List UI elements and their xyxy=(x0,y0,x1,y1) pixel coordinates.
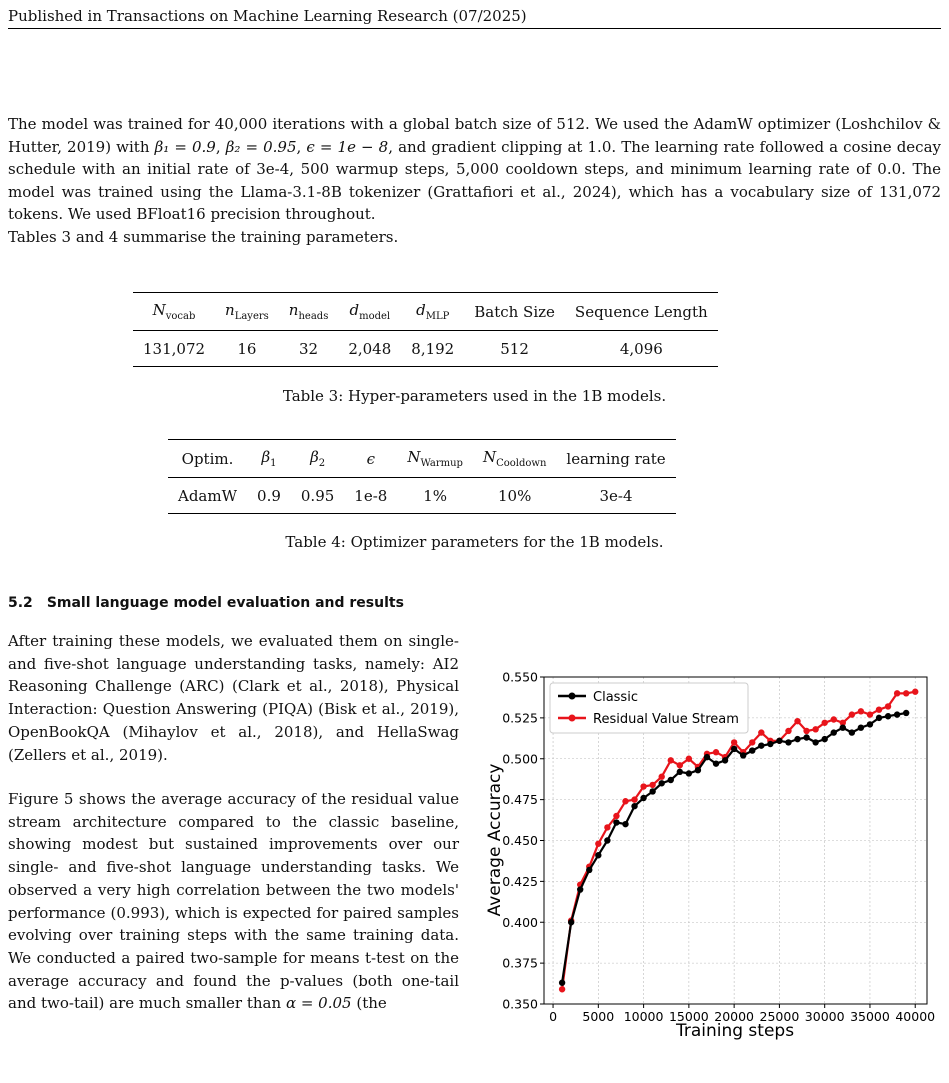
data-point-classic xyxy=(903,710,909,716)
t4-h-eps: ϵ xyxy=(366,449,376,468)
data-point-classic xyxy=(668,777,674,783)
data-point-rvs xyxy=(604,824,610,830)
data-point-classic xyxy=(731,746,737,752)
y-tick-label: 0.400 xyxy=(502,914,538,930)
running-header: Published in Transactions on Machine Learning Research (07/2025) xyxy=(8,6,941,29)
data-point-rvs xyxy=(713,749,719,755)
data-point-classic xyxy=(812,739,818,745)
data-point-rvs xyxy=(858,708,864,714)
data-point-classic xyxy=(858,724,864,730)
x-tick-label: 20000 xyxy=(714,1009,755,1024)
data-point-rvs xyxy=(640,783,646,789)
table-row xyxy=(168,478,676,514)
data-point-classic xyxy=(849,729,855,735)
data-point-rvs xyxy=(821,720,827,726)
t4-cell: 1% xyxy=(423,486,448,505)
data-point-classic xyxy=(559,980,565,986)
t4-cell: 0.9 xyxy=(257,486,281,505)
legend-classic-marker xyxy=(569,693,576,700)
alpha-eq: α = 0.05 xyxy=(285,994,352,1013)
t3-cell: 8,192 xyxy=(411,339,455,358)
y-tick-label: 0.525 xyxy=(502,710,538,726)
t4-h-beta2: $\beta_2$ xyxy=(310,448,326,469)
table-4-caption: Table 4: Optimizer parameters for the 1B models. xyxy=(285,533,664,551)
table-4 xyxy=(168,439,676,514)
data-point-classic xyxy=(631,803,637,809)
data-point-rvs xyxy=(686,756,692,762)
accuracy-chart xyxy=(478,664,940,1064)
data-point-rvs xyxy=(758,729,764,735)
t4-cell: 10% xyxy=(498,486,532,505)
x-tick-label: 35000 xyxy=(850,1009,890,1024)
t3-cell: 4,096 xyxy=(619,339,663,358)
t4-h-lr: learning rate xyxy=(566,449,666,468)
x-tick-label: 30000 xyxy=(804,1009,845,1024)
data-point-rvs xyxy=(894,690,900,696)
data-point-rvs xyxy=(867,711,873,717)
t4-h-cooldown: $N_{Cooldown}$ xyxy=(482,448,547,469)
t3-h-seq: Sequence Length xyxy=(574,302,708,321)
data-point-rvs xyxy=(849,711,855,717)
data-point-classic xyxy=(677,769,683,775)
data-point-classic xyxy=(659,780,665,786)
data-point-rvs xyxy=(613,813,619,819)
t4-cell: 3e-4 xyxy=(599,486,633,505)
training-text-2: , and gradient clipping at 1.0. The learning rate followed a cosine decay schedule with an initial rate of 3e-4, 500 warmup steps, 5,000 cooldown steps, and minimum learning rate of 0.0. The model was trained using the Llama-3.1-8B tokenizer (Grattafiori et al., 2024), which has a vocabulary size of 131,072 tokens. We used BFloat16 precision throughout. xyxy=(8,137,941,223)
t3-cell: 16 xyxy=(237,339,257,358)
data-point-classic xyxy=(876,715,882,721)
data-point-classic xyxy=(885,713,891,719)
t4-cell: AdamW xyxy=(178,486,238,505)
data-point-classic xyxy=(776,738,782,744)
t4-h-optim: Optim. xyxy=(181,449,234,468)
table-3 xyxy=(133,292,718,367)
data-point-classic xyxy=(767,741,773,747)
data-point-classic xyxy=(867,721,873,727)
data-point-classic xyxy=(803,734,809,740)
data-point-rvs xyxy=(803,728,809,734)
t3-h-nvocab: $N_{vocab}$ xyxy=(152,301,196,322)
data-point-classic xyxy=(613,819,619,825)
data-point-rvs xyxy=(785,728,791,734)
section-number: 5.2 xyxy=(8,595,33,611)
x-tick-label: 25000 xyxy=(759,1009,800,1024)
data-point-classic xyxy=(749,747,755,753)
data-point-rvs xyxy=(668,757,674,763)
data-point-rvs xyxy=(595,841,601,847)
data-point-rvs xyxy=(631,796,637,802)
x-axis-label: Training steps xyxy=(675,1021,795,1041)
t3-cell: 2,048 xyxy=(348,339,392,358)
data-point-classic xyxy=(586,867,592,873)
data-point-rvs xyxy=(559,986,565,992)
results-paragraph xyxy=(8,788,459,1015)
data-point-classic xyxy=(649,788,655,794)
t3-h-nheads: $n_{heads}$ xyxy=(288,301,329,322)
data-point-classic xyxy=(794,736,800,742)
data-point-classic xyxy=(686,770,692,776)
legend-classic-label: Classic xyxy=(593,690,638,705)
t4-cell: 1e-8 xyxy=(354,486,388,505)
t4-h-warmup: $N_{Warmup}$ xyxy=(407,448,463,469)
y-tick-label: 0.425 xyxy=(502,873,538,889)
training-paragraph: The model was trained for 40,000 iterations with a global batch size of 512. We used the AdamW optimizer (Loshchilov & Hutter, 2019) with β₁ = 0.9, β₂ = 0.95, ϵ = 1e − 8, and gradient clipping at 1.0. The learning rate followed a cosine decay schedule with an initial rate of 3e-4, 500 warmup steps, 5,000 cooldown steps, and minimum learning rate of 0.0. The model was trained using the Llama-3.1-8B tokenizer (Grattafiori et al., 2024), which has a vocabulary size of 131,072 tokens. We used BFloat16 precision throughout. xyxy=(8,115,941,223)
data-point-classic xyxy=(713,760,719,766)
x-tick-label: 15000 xyxy=(668,1009,709,1024)
section-heading xyxy=(8,595,404,611)
chart-legend xyxy=(550,683,748,733)
y-tick-label: 0.375 xyxy=(502,955,538,971)
data-point-rvs xyxy=(812,726,818,732)
data-point-rvs xyxy=(912,689,918,695)
table-3-caption: Table 3: Hyper-parameters used in the 1B models. xyxy=(282,387,667,405)
table-row xyxy=(133,331,718,367)
data-point-rvs xyxy=(903,690,909,696)
beta2-eq: β₂ = 0.95 xyxy=(225,137,297,156)
eps-eq: ϵ = 1e − 8 xyxy=(306,137,389,156)
data-point-classic xyxy=(622,821,628,827)
t3-cell: 131,072 xyxy=(143,339,206,358)
data-point-classic xyxy=(704,754,710,760)
y-axis-label: Average Accuracy xyxy=(485,763,505,917)
eval-paragraph: After training these models, we evaluated them on single- and five-shot language understanding tasks, namely: AI2 Reasoning Challenge (ARC) (Clark et al., 2018), Physical Interaction: Question Answering (PIQA) (Bisk et al., 2019), OpenBookQA (Mihaylov et al., 2018), and HellaSwag (Zellers et al., 2019). xyxy=(8,632,459,764)
t3-h-batch: Batch Size xyxy=(474,302,555,321)
y-tick-label: 0.500 xyxy=(502,751,538,767)
data-point-rvs xyxy=(885,703,891,709)
data-point-rvs xyxy=(622,798,628,804)
data-point-rvs xyxy=(659,774,665,780)
data-point-rvs xyxy=(677,762,683,768)
data-point-rvs xyxy=(731,739,737,745)
t3-h-dmodel: $d_{model}$ xyxy=(349,301,391,322)
data-point-rvs xyxy=(749,739,755,745)
data-point-classic xyxy=(785,739,791,745)
data-point-rvs xyxy=(794,718,800,724)
data-point-classic xyxy=(577,886,583,892)
data-point-classic xyxy=(604,837,610,843)
t3-h-dmlp: $d_{MLP}$ xyxy=(416,301,450,322)
data-point-classic xyxy=(758,742,764,748)
data-point-classic xyxy=(831,729,837,735)
data-point-classic xyxy=(640,795,646,801)
legend-rvs-marker xyxy=(569,715,576,722)
results-text: Figure 5 shows the average accuracy of the residual value stream architecture compared to the classic baseline, showing modest but sustained improvements over our single- and five-shot language understanding tasks. We observed a very high correlation between the two models' performance (0.993), which is expected for paired samples evolving over training steps with the same training data. We conducted a paired two-sample for means t-test on the average accuracy and found the p-values (both one-tail and two-tail) are much smaller than xyxy=(8,790,459,1013)
x-tick-label: 5000 xyxy=(582,1009,615,1024)
y-tick-label: 0.450 xyxy=(502,833,538,848)
data-point-classic xyxy=(740,752,746,758)
tables-intro: Tables 3 and 4 summarise the training parameters. xyxy=(8,228,399,246)
data-point-rvs xyxy=(649,782,655,788)
x-tick-label: 40000 xyxy=(895,1009,936,1024)
data-point-rvs xyxy=(831,716,837,722)
data-point-classic xyxy=(840,724,846,730)
y-tick-label: 0.550 xyxy=(502,669,538,685)
t3-cell: 512 xyxy=(500,339,529,358)
y-tick-label: 0.350 xyxy=(502,996,538,1012)
x-tick-label: 10000 xyxy=(623,1009,664,1024)
t3-h-nlayers: $n_{Layers}$ xyxy=(225,301,269,322)
data-point-classic xyxy=(595,852,601,858)
data-point-classic xyxy=(821,736,827,742)
data-point-classic xyxy=(722,757,728,763)
section-title: Small language model evaluation and results xyxy=(46,595,404,611)
training-text-1: The model was trained for 40,000 iterations with a global batch size of 512. We used the AdamW optimizer (Loshchilov & Hutter, 2019) with xyxy=(8,115,941,156)
results-tail: (the xyxy=(351,994,387,1013)
t4-cell: 0.95 xyxy=(300,486,335,505)
t4-h-beta1: $\beta_1$ xyxy=(261,448,277,469)
beta1-eq: β₁ = 0.9 xyxy=(154,137,216,156)
x-tick-label: 0 xyxy=(549,1009,558,1024)
data-point-rvs xyxy=(876,707,882,713)
series-line-rvs xyxy=(562,692,915,990)
legend-rvs-label: Residual Value Stream xyxy=(593,712,739,727)
t3-cell: 32 xyxy=(299,339,319,358)
y-tick-label: 0.475 xyxy=(502,792,538,808)
data-point-classic xyxy=(894,711,900,717)
data-point-classic xyxy=(568,919,574,925)
data-point-classic xyxy=(695,767,701,773)
